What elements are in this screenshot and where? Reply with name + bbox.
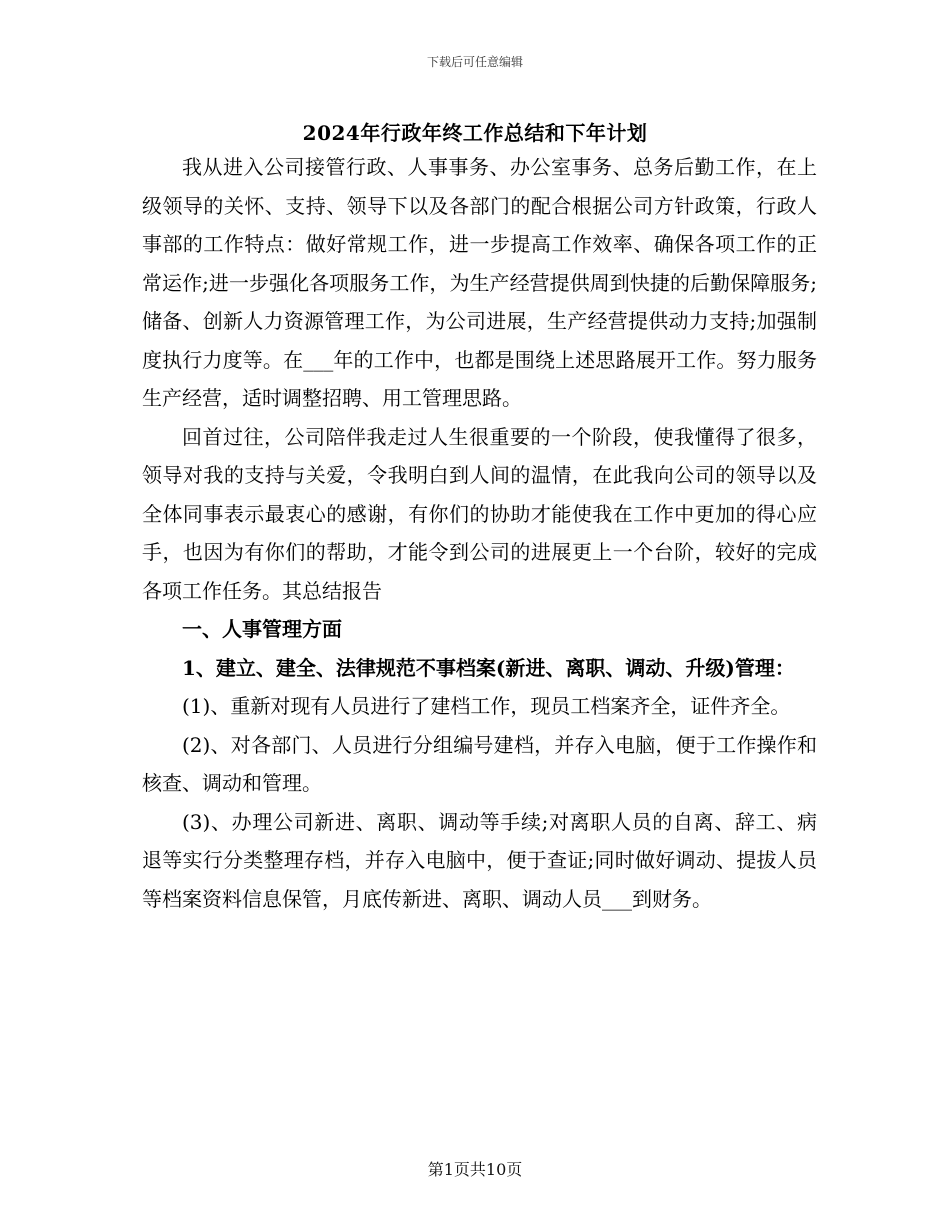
list-item-1: (1)、重新对现有人员进行了建档工作，现员工档案齐全，证件齐全。 — [182, 694, 791, 718]
list-item-2: (2)、对各部门、人员进行分组编号建档，并存入电脑，便于工作操作和核查、调动和管理。 — [142, 732, 817, 795]
page-header: 下载后可任意编辑 — [426, 55, 523, 69]
subsection-heading-archives: 1、建立、建全、法律规范不事档案(新进、离职、调动、升级)管理： — [182, 655, 795, 680]
list-item-3: (3)、办理公司新进、离职、调动等手续;对离职人员的自离、辞工、病退等实行分类整理存档，并存入电脑中，便于查证;同时做好调动、提拔人员等档案资料信息保管，月底传新进、离职、调动人员___到财务。 — [142, 809, 817, 911]
document-title: 2024年行政年终工作总结和下年计划 — [302, 121, 648, 145]
paragraph-review: 回首过往，公司陪伴我走过人生很重要的一个阶段，使我懂得了很多，领导对我的支持与关爱，令我明白到人间的温情，在此我向公司的领导以及全体同事表示最衷心的感谢，有你们的协助才能使我在工作中更加的得心应手，也因为有你们的帮助，才能令到公司的进展更上一个台阶，较好的完成各项工作任务。其总结报告 — [142, 424, 817, 603]
page-number: 第1页共10页 — [427, 1160, 523, 1179]
paragraph-intro: 我从进入公司接管行政、人事事务、办公室事务、总务后勤工作，在上级领导的关怀、支持、领导下以及各部门的配合根据公司方针政策，行政人事部的工作特点：做好常规工作，进一步提高工作效率、确保各项工作的正常运作;进一步强化各项服务工作，为生产经营提供周到快捷的后勤保障服务;储备、创新人力资源管理工作，为公司进展，生产经营提供动力支持;加强制度执行力度等。在___年的工作中，也都是围绕上述思路展开工作。努力服务生产经营，适时调整招聘、用工管理思路。 — [142, 155, 817, 410]
section-heading-personnel: 一、人事管理方面 — [182, 617, 342, 641]
document-body — [142, 148, 817, 918]
